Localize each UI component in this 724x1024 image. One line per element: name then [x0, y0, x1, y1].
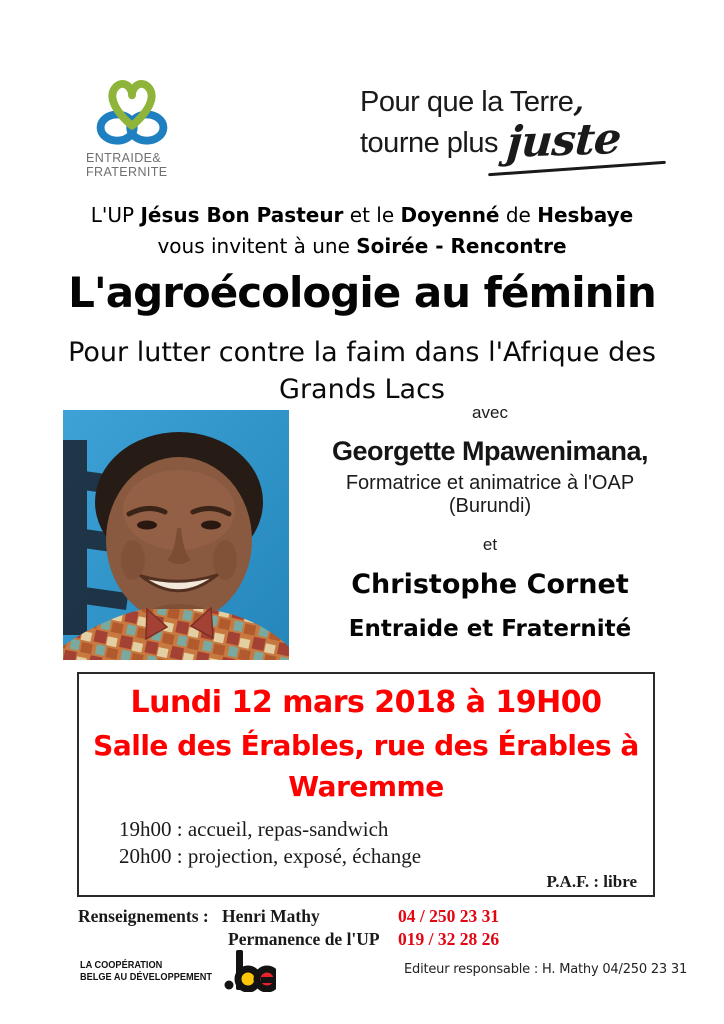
slogan-line1	[360, 84, 680, 120]
speaker2-org: Entraide et Fraternité	[348, 616, 632, 642]
contact-row	[78, 905, 658, 928]
inv-part-bold: Jésus Bon Pasteur	[140, 203, 344, 227]
inv-part: de	[499, 203, 538, 227]
speaker2-name: Christophe Cornet	[351, 569, 629, 600]
contact-label: Renseignements :	[78, 906, 209, 926]
inv-part: et le	[343, 203, 401, 227]
speaker-photo	[63, 410, 289, 660]
coop-logo-line1: LA COOPÉRATION	[80, 960, 163, 971]
slogan-script-word: juste	[505, 114, 623, 168]
dot-be-logo-icon	[224, 948, 276, 996]
speaker1-org: (Burundi)	[448, 495, 532, 517]
slogan	[360, 84, 680, 168]
event-venue-line1: Salle des Érables, rue des Érables à	[93, 729, 639, 762]
slogan-flick: ,	[573, 84, 584, 119]
contact-name: Permanence de l'UP	[228, 929, 380, 949]
paf-note: P.A.F. : libre	[546, 872, 637, 891]
schedule-item: 19h00 : accueil, repas-sandwich	[119, 817, 389, 841]
speaker1-role: Formatrice et animatrice à l'OAP	[345, 472, 635, 494]
entraide-fraternite-logo-icon	[88, 70, 176, 152]
event-venue-line2: Waremme	[288, 770, 444, 803]
inv-part-bold: Doyenné	[400, 203, 500, 227]
slogan-line2-text: tourne plus	[360, 127, 498, 159]
page-subtitle	[0, 334, 724, 408]
et-label: et	[482, 535, 498, 554]
event-schedule	[79, 816, 653, 870]
event-date: Lundi 12 mars 2018 à 19H00	[130, 685, 602, 720]
coop-logo-line2: BELGE AU DÉVELOPPEMENT	[80, 972, 213, 983]
invitation-block	[0, 200, 724, 262]
inv-part: vous invitent à une	[157, 234, 357, 258]
event-details-box	[77, 672, 655, 897]
contact-label-spacer	[78, 928, 222, 951]
schedule-item: 20h00 : projection, exposé, échange	[119, 844, 422, 868]
slogan-line2	[360, 114, 680, 168]
inv-part-bold: Soirée - Rencontre	[356, 234, 567, 258]
event-venue	[79, 725, 653, 807]
inv-part: L'UP	[90, 203, 141, 227]
contact-phone: 04 / 250 23 31	[398, 906, 500, 926]
contact-phone: 019 / 32 28 26	[398, 929, 500, 949]
slogan-line1-text: Pour que la Terre	[360, 86, 574, 118]
org-logo	[86, 70, 196, 179]
inv-part-bold: Hesbaye	[537, 203, 634, 227]
page-title: L'agroécologie au féminin	[68, 268, 656, 317]
be-logo-icon	[224, 948, 276, 992]
invitation-line1	[0, 200, 724, 231]
invitation-line2	[0, 231, 724, 262]
belgian-cooperation-logo	[80, 960, 218, 984]
contact-row	[78, 928, 658, 951]
org-logo-text-line2: FRATERNITE	[86, 164, 168, 179]
editor-responsible-note: Editeur responsable : H. Mathy 04/250 23 31	[404, 962, 688, 977]
avec-label: avec	[472, 403, 508, 422]
contact-name: Henri Mathy	[222, 906, 320, 926]
subtitle-line2: Grands Lacs	[279, 374, 445, 405]
speaker1-name: Georgette Mpawenimana,	[331, 436, 649, 466]
contact-block	[78, 905, 658, 951]
subtitle-line1: Pour lutter contre la faim dans l'Afrique des	[68, 337, 656, 368]
org-logo-text-line1: ENTRAIDE&	[86, 151, 162, 165]
speakers-block	[290, 403, 690, 642]
speaker-portrait-image	[63, 410, 289, 660]
